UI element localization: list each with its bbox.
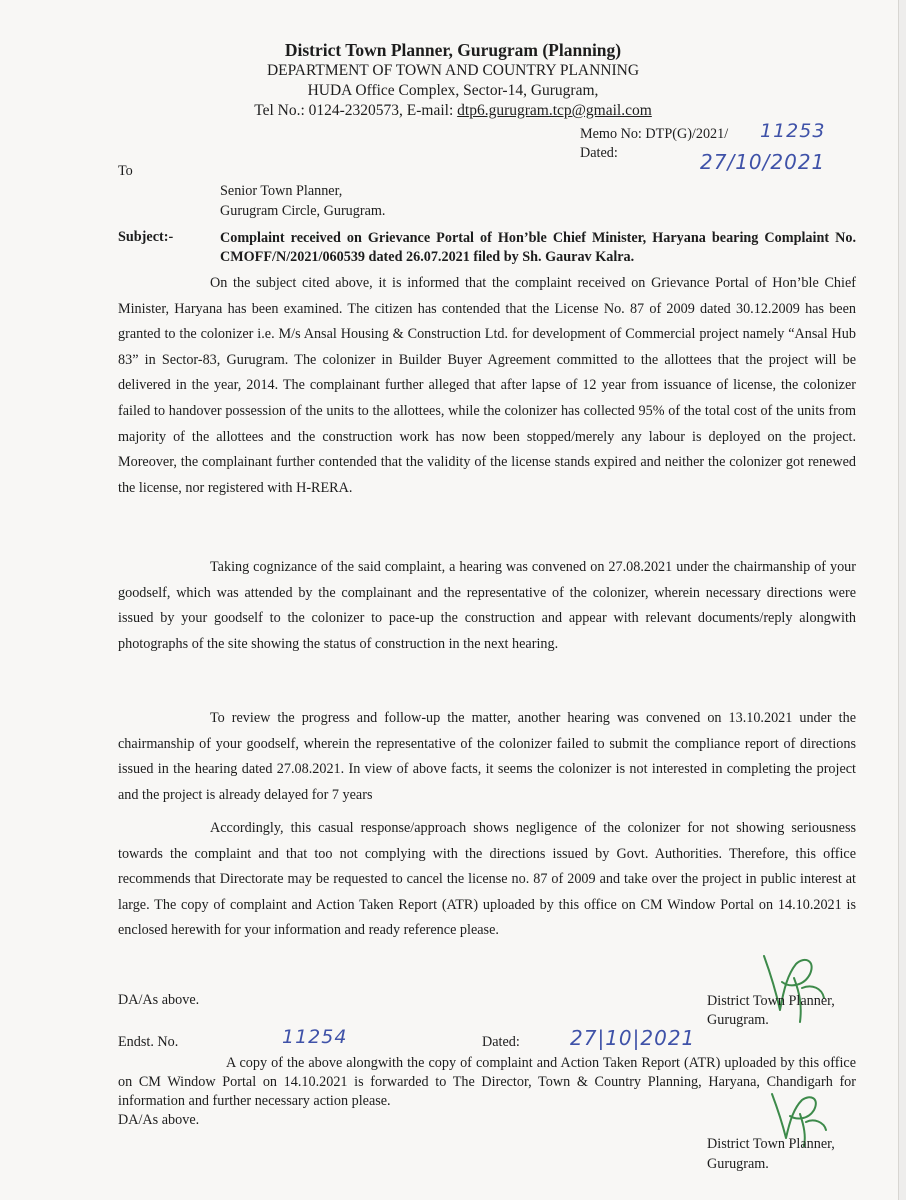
signature-2-title: District Town Planner, — [707, 1136, 835, 1152]
endorsement-paragraph — [118, 1054, 856, 1111]
memo-date-handwritten: 27/10/2021 — [700, 150, 826, 174]
memo-dated-label: Dated: — [580, 145, 618, 161]
endorsement-text: A copy of the above alongwith the copy of complaint and Action Taken Report (ATR) uploaded by this office on CM Window Portal on 14.10.2021 is forwarded to The Director, Town & Country Planning, Haryana, Chandigarh for information and further necessary action please. — [118, 1055, 856, 1109]
endorsement-date-handwritten: 27|10|2021 — [570, 1026, 696, 1050]
body-paragraph-1 — [118, 271, 856, 501]
endorsement-enclosure-note: DA/As above. — [118, 1112, 200, 1128]
paragraph-1-text: On the subject cited above, it is informed that the complaint received on Grievance Portal of Hon’ble Chief Minister, Haryana has been examined. The citizen has contended that the License No. 87 of 2009 dated 30.12.2009 has been granted to the colonizer i.e. M/s Ansal Housing & Construction Ltd. for development of Commercial project namely “Ansal Hub 83” in Sector-83, Gurugram. The colonizer in Builder Buyer Agreement committed to the allottees that the project will be delivered in the year, 2014. The complainant further alleged that after lapse of 12 year from issuance of license, the colonizer failed to handover possession of the units to the allottees, while the colonizer has collected 95% of the total cost of the units from majority of the allottees and the construction work has now been stopped/merely any labour is deployed on the project. Moreover, the complainant further contended that the validity of the license stands expired and neither the colonizer got renewed the license, nor registered with H-RERA. — [118, 275, 856, 496]
letterhead-address: HUDA Office Complex, Sector-14, Gurugram, — [307, 82, 599, 99]
endorsement-number-handwritten: 11254 — [282, 1026, 348, 1048]
signature-1-title: District Town Planner, — [707, 993, 835, 1009]
body-paragraph-3 — [118, 706, 856, 808]
signature-2-place: Gurugram. — [707, 1156, 769, 1172]
letterhead-contact — [0, 102, 906, 120]
paragraph-3-text: To review the progress and follow-up the matter, another hearing was convened on 13.10.2021 under the chairmanship of your goodself, wherein the representative of the colonizer failed to submit the compliance report of directions issued in the hearing dated 27.08.2021. In view of above facts, it seems the colonizer is not interested in completing the project and the project is already delayed for 7 years — [118, 710, 856, 803]
signature-1-place: Gurugram. — [707, 1012, 769, 1028]
letterhead-department: DEPARTMENT OF TOWN AND COUNTRY PLANNING — [266, 62, 640, 79]
paragraph-2-text: Taking cognizance of the said complaint, a hearing was convened on 27.08.2021 under the chairmanship of your goodself, which was attended by the complainant and the representative of the colonizer, wherein necessary directions were issued by your goodself to the colonizer to pace-up the construction and appear with relevant documents/reply alongwith photographs of the site showing the status of construction in the next hearing. — [118, 559, 856, 652]
body-paragraph-4 — [118, 816, 856, 944]
addressee-line1: Senior Town Planner, — [220, 183, 343, 199]
endorsement-number-label: Endst. No. — [118, 1034, 179, 1050]
contact-text: Tel No.: 0124-2320573, E-mail: — [254, 102, 458, 119]
memo-number-handwritten: 11253 — [760, 120, 826, 142]
memo-number-label: Memo No: DTP(G)/2021/ — [580, 126, 729, 142]
subject-label: Subject:- — [118, 229, 174, 245]
enclosure-note: DA/As above. — [118, 992, 200, 1008]
letterhead-title: District Town Planner, Gurugram (Planning) — [284, 40, 622, 60]
addressee-line2: Gurugram Circle, Gurugram. — [220, 203, 386, 219]
to-label: To — [118, 163, 133, 179]
endorsement-dated-label: Dated: — [482, 1034, 520, 1050]
paragraph-4-text: Accordingly, this casual response/approach shows negligence of the colonizer for not showing seriousness towards the complaint and that too not complying with the directions issued by Govt. Authorities. Therefore, this office recommends that Directorate may be requested to cancel the license no. 87 of 2009 and take over the project in public interest at large. The copy of complaint and Action Taken Report (ATR) uploaded by this office on CM Window Portal on 14.10.2021 is enclosed herewith for your information and ready reference please. — [118, 820, 856, 939]
body-paragraph-2 — [118, 555, 856, 657]
subject-text: Complaint received on Grievance Portal of Hon’ble Chief Minister, Haryana bearing Complaint No. CMOFF/N/2021/060539 dated 26.07.2021 filed by Sh. Gaurav Kalra. — [220, 230, 856, 265]
email-link[interactable]: dtp6.gurugram.tcp@gmail.com — [457, 102, 652, 119]
